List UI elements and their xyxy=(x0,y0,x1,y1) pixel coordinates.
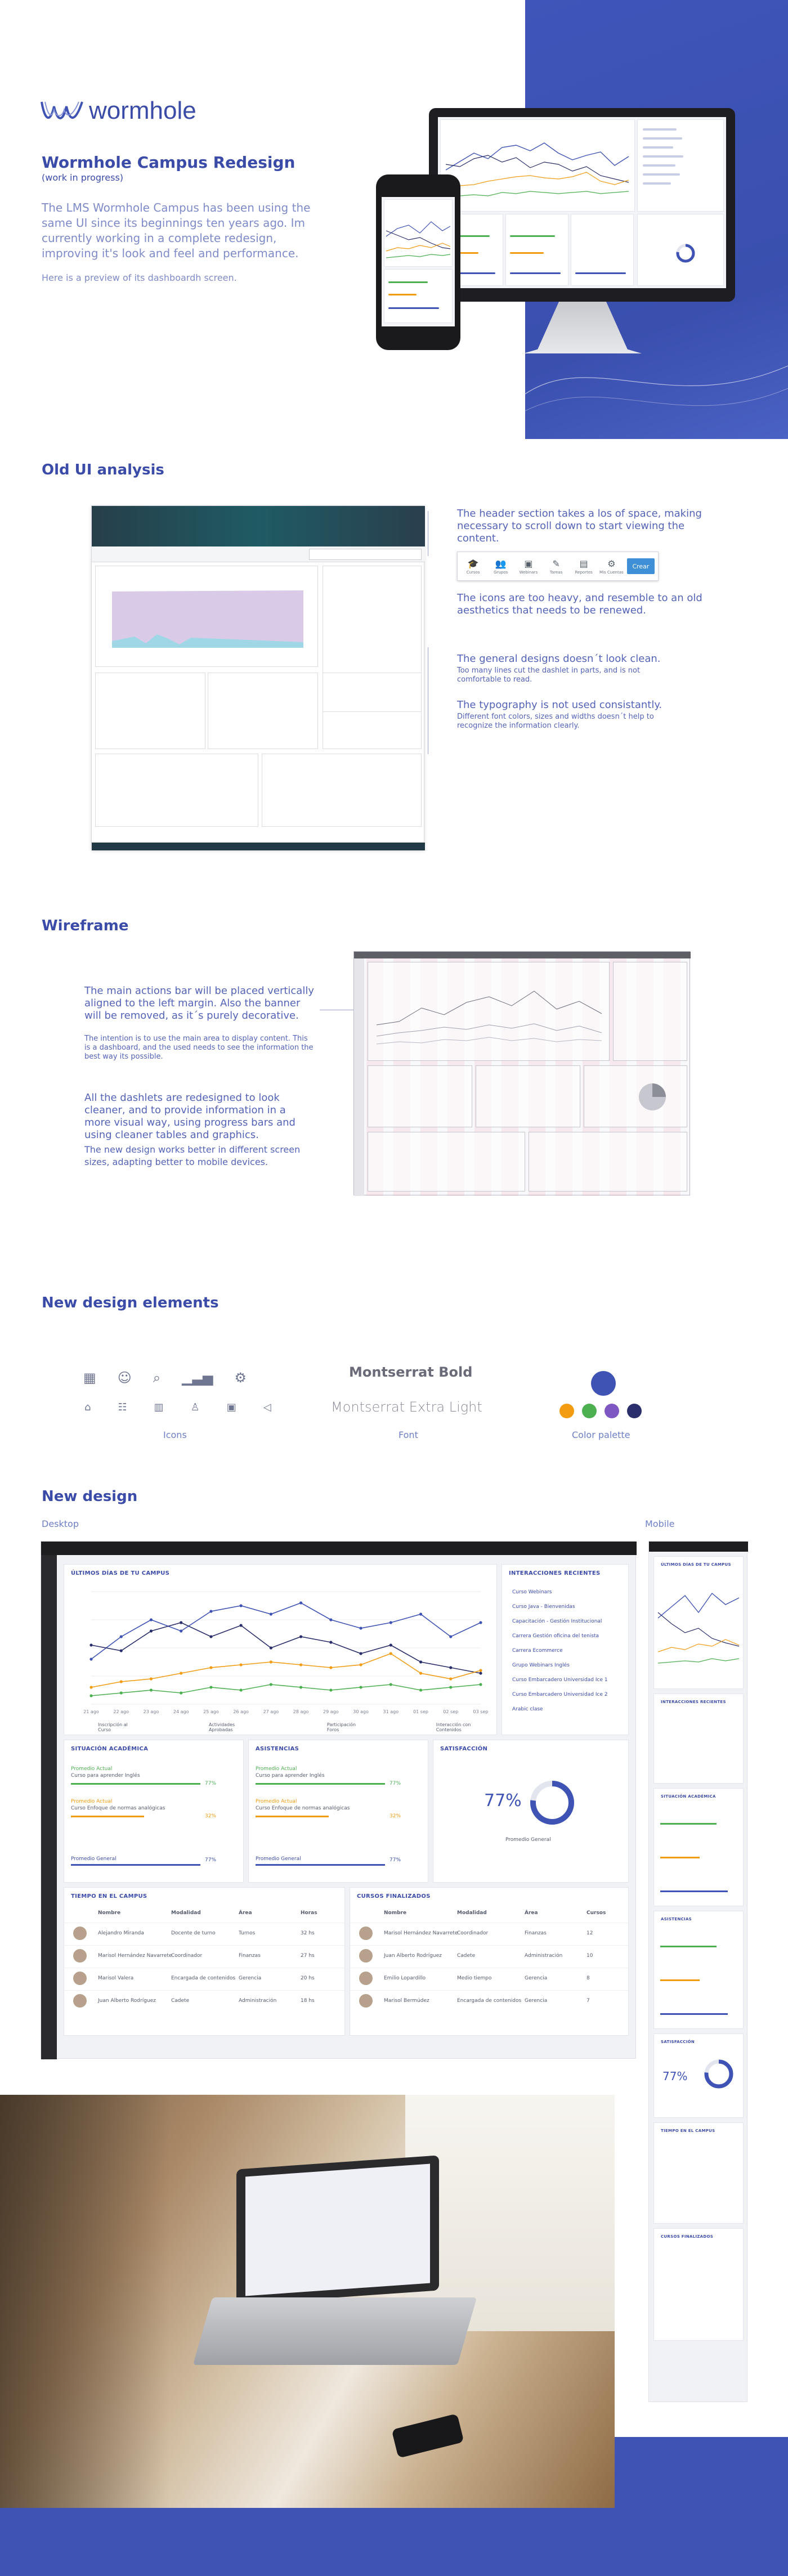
mobile-interactions-title: INTERACCIONES RECIENTES xyxy=(661,1700,726,1704)
x-tick-label: 25 ago xyxy=(203,1709,219,1714)
avatar xyxy=(73,1994,87,2008)
interaction-link[interactable]: Grupo Webinars Inglés xyxy=(512,1663,570,1668)
hero-title: Wormhole Campus Redesign xyxy=(42,153,296,172)
academic-row-course: Curso Enfoque de normas analógicas xyxy=(71,1806,165,1811)
old-ui-note-type-title: The typography is not used consistantly. xyxy=(457,699,662,711)
palette-swatch-primary xyxy=(591,1371,616,1396)
time-header: Modalidad xyxy=(171,1910,201,1916)
old-ui-note-design-title: The general designs doesn´t look clean. xyxy=(457,653,661,665)
avatar xyxy=(73,1949,87,1963)
palette-swatch-green xyxy=(582,1404,597,1418)
avatar xyxy=(359,1927,373,1940)
finished-header: Cursos xyxy=(586,1910,606,1916)
table-cell: Turnos xyxy=(239,1930,256,1936)
mobile-chart-title: ÚLTIMOS DÍAS DE TU CAMPUS xyxy=(661,1562,731,1567)
mobile-time-title: TIEMPO EN EL CAMPUS xyxy=(661,2129,715,2133)
palette-swatch-navy xyxy=(627,1404,642,1418)
academic-row-label: Promedio Actual xyxy=(71,1766,113,1772)
mobile-chart xyxy=(658,1573,739,1680)
series-point xyxy=(89,1694,92,1697)
finished-header: Área xyxy=(525,1910,538,1916)
table-cell: 10 xyxy=(586,1953,593,1959)
attendance-title: ASISTENCIAS xyxy=(256,1746,299,1752)
avatar xyxy=(359,1972,373,1985)
desktop-topbar xyxy=(41,1542,637,1555)
series-point xyxy=(419,1672,422,1674)
attendance-row-label: Promedio Actual xyxy=(256,1766,297,1772)
series-point xyxy=(270,1660,272,1663)
time-header: Área xyxy=(239,1910,252,1916)
old-icon-grupos: 👥 Grupos xyxy=(494,558,508,575)
interaction-link[interactable]: Curso Java - Bienvenidas xyxy=(512,1604,575,1610)
interaction-link[interactable]: Capacitación - Gestión Institucional xyxy=(512,1619,602,1624)
x-tick-label: 03 sep xyxy=(473,1709,489,1714)
mobile-donut xyxy=(702,2057,736,2091)
table-cell: Cadete xyxy=(457,1953,476,1959)
series-point xyxy=(359,1686,362,1688)
series-point xyxy=(180,1629,182,1632)
series-point xyxy=(150,1677,153,1680)
interaction-link[interactable]: Carrera Gestión oficina del tenista xyxy=(512,1633,599,1639)
new-icon-set-row1 xyxy=(83,1370,247,1386)
footer-blue-band xyxy=(0,2508,788,2576)
monitor-screen xyxy=(438,117,726,288)
academic-row-value: 77% xyxy=(205,1781,217,1786)
dashboard-line-chart xyxy=(75,1587,489,1717)
interaction-link[interactable]: Curso Embarcadero Universidad Ice 2 xyxy=(512,1692,608,1697)
series-point xyxy=(120,1691,123,1694)
chart-icon: ▁▃▅ xyxy=(182,1370,213,1386)
attendance-progress-bar xyxy=(256,1816,329,1817)
series-point xyxy=(329,1666,332,1669)
series-point xyxy=(299,1686,302,1688)
legend-item: Inscripción al Curso xyxy=(98,1722,128,1732)
attendance-row-course: Curso para aprender Inglés xyxy=(256,1773,325,1778)
table-row xyxy=(64,1923,344,1943)
palette-label: Color palette xyxy=(572,1430,630,1440)
old-ui-area-chart xyxy=(112,580,303,648)
table-cell: Juan Alberto Rodríguez xyxy=(384,1953,442,1959)
interactions-card xyxy=(502,1564,629,1735)
table-row xyxy=(64,1990,344,2010)
academic-general-value: 77% xyxy=(205,1857,217,1863)
academic-row-label: Promedio Actual xyxy=(71,1799,113,1804)
interaction-link[interactable]: Arabic clase xyxy=(512,1706,543,1712)
laptop-photo xyxy=(0,2095,615,2508)
monitor-donut-thumb xyxy=(674,242,697,265)
series-point xyxy=(120,1635,123,1638)
academic-progress-bar xyxy=(71,1816,144,1817)
desktop-sidebar xyxy=(41,1555,57,2059)
attendance-general-bar xyxy=(256,1864,385,1866)
wireframe-pie xyxy=(635,1080,669,1114)
time-header: Horas xyxy=(301,1910,317,1916)
old-icon-webinars: ▣ Webinars xyxy=(519,558,538,575)
series-point xyxy=(240,1604,243,1607)
series-point xyxy=(209,1666,212,1669)
table-cell: Gerencia xyxy=(525,1998,548,2004)
table-row xyxy=(350,1968,628,1988)
attendance-general-label: Promedio General xyxy=(256,1856,301,1862)
table-cell: Alejandro Miranda xyxy=(98,1930,144,1936)
old-ui-note-type-body: Different font colors, sizes and widths doesn´t help to recognize the information clearly. xyxy=(457,713,654,730)
table-cell: Docente de turno xyxy=(171,1930,216,1936)
series-point xyxy=(209,1686,212,1688)
table-cell: Finanzas xyxy=(525,1930,547,1936)
table-cell: Administración xyxy=(239,1998,277,2004)
icons-label: Icons xyxy=(163,1430,187,1440)
series-line-3 xyxy=(91,1685,481,1696)
hero-description: The LMS Wormhole Campus has been using the same UI since its beginnings ten years ago. Im currently working in a complete redesign, improving it's look and feel and performance. xyxy=(42,201,311,260)
series-point xyxy=(299,1635,302,1638)
old-ui-screenshot xyxy=(91,505,424,850)
old-ui-note-design-body: Too many lines cut the dashlet in parts, and is not comfortable to read. xyxy=(457,666,641,684)
table-cell: Emilio Lopardillo xyxy=(384,1975,426,1981)
x-tick-label: 24 ago xyxy=(173,1709,189,1714)
old-create-button: Crear xyxy=(627,558,655,574)
home-icon: ⌂ xyxy=(84,1401,91,1413)
table-cell: Juan Alberto Rodríguez xyxy=(98,1998,156,2004)
mobile-attendance-title: ASISTENCIAS xyxy=(661,1917,692,1921)
series-point xyxy=(359,1663,362,1666)
old-icon-reportes: ▤ Reportes xyxy=(575,558,593,575)
table-row xyxy=(64,1945,344,1965)
table-cell: 18 hs xyxy=(301,1998,315,2004)
mobile-satisfaction-title: SATISFACCIÓN xyxy=(661,2040,695,2044)
series-point xyxy=(389,1652,392,1655)
series-point xyxy=(89,1657,92,1660)
table-row xyxy=(64,1968,344,1988)
interaction-link[interactable]: Carrera Ecommerce xyxy=(512,1648,563,1654)
wireframe-title: Wireframe xyxy=(42,917,129,934)
avatar xyxy=(359,1994,373,2008)
legend-item: Interacción con Contenidos xyxy=(436,1722,471,1732)
series-point xyxy=(209,1635,212,1638)
table-cell: Marisol Hernández Navarrete xyxy=(98,1953,172,1959)
series-point xyxy=(479,1672,482,1674)
x-tick-label: 26 ago xyxy=(233,1709,249,1714)
attendance-row-value: 32% xyxy=(389,1813,401,1819)
old-icon-tareas: ✎ Tareas xyxy=(549,558,563,575)
avatar xyxy=(73,1972,87,1985)
old-ui-note-icons: The icons are too heavy, and resemble to an old aesthetics that needs to be renewed. xyxy=(457,592,702,616)
phone-chart-thumb xyxy=(386,208,450,262)
wireframe-chart xyxy=(377,974,602,1053)
avatar xyxy=(73,1927,87,1940)
palette-swatch-purple xyxy=(605,1404,619,1418)
table-cell: Gerencia xyxy=(239,1975,262,1981)
series-point xyxy=(240,1688,243,1691)
series-point xyxy=(209,1610,212,1612)
old-icon-cursos: 🎓 Cursos xyxy=(466,558,480,575)
users-icon: ☷ xyxy=(118,1401,127,1413)
academic-card xyxy=(64,1740,244,1883)
series-point xyxy=(449,1666,452,1669)
mobile-satisfaction-value: 77% xyxy=(662,2069,688,2083)
attendance-general-value: 77% xyxy=(389,1857,401,1863)
x-tick-label: 29 ago xyxy=(323,1709,339,1714)
satisfaction-title: SATISFACCIÓN xyxy=(440,1746,488,1752)
table-cell: Coordinador xyxy=(457,1930,489,1936)
table-cell: Encargada de contenidos xyxy=(171,1975,236,1981)
series-point xyxy=(359,1627,362,1629)
font-light-sample: Montserrat Extra Light xyxy=(331,1399,482,1415)
time-header: Nombre xyxy=(98,1910,121,1916)
finished-card xyxy=(350,1887,629,2036)
x-tick-label: 28 ago xyxy=(293,1709,309,1714)
phone-screen xyxy=(382,197,455,326)
table-cell: Marisol Bermúdez xyxy=(384,1998,429,2004)
series-point xyxy=(89,1686,92,1688)
mobile-label: Mobile xyxy=(645,1518,675,1529)
x-tick-label: 27 ago xyxy=(263,1709,279,1714)
hero-preview-note: Here is a preview of its dashboardh screen. xyxy=(42,272,237,283)
wireframe-note-dashlets: All the dashlets are redesigned to look cleaner, and to provide information in a more visual way, using progress bars and using cleaner tables and graphics. xyxy=(84,1092,296,1141)
series-point xyxy=(389,1643,392,1646)
series-point xyxy=(329,1618,332,1621)
series-point xyxy=(89,1643,92,1646)
series-point xyxy=(299,1601,302,1604)
building-icon: ▥ xyxy=(154,1401,164,1413)
table-cell: Coordinador xyxy=(171,1953,203,1959)
table-row xyxy=(350,1945,628,1965)
satisfaction-caption: Promedio General xyxy=(505,1837,551,1843)
elements-title: New design elements xyxy=(42,1294,219,1311)
x-tick-label: 23 ago xyxy=(143,1709,159,1714)
chart-legend xyxy=(98,1722,496,1732)
series-point xyxy=(150,1618,153,1621)
attendance-row-value: 77% xyxy=(389,1781,401,1786)
finished-title: CURSOS FINALIZADOS xyxy=(357,1893,431,1899)
table-cell: 32 hs xyxy=(301,1930,315,1936)
mobile-dashboard xyxy=(648,1541,747,2402)
monitor-chart-thumb xyxy=(446,131,632,204)
legend-item: Actividades Aprobadas xyxy=(209,1722,235,1732)
series-point xyxy=(180,1691,182,1694)
series-point xyxy=(479,1669,482,1672)
academic-general-bar xyxy=(71,1864,200,1866)
table-cell: 20 hs xyxy=(301,1975,315,1981)
academic-row-course: Curso para aprender Inglés xyxy=(71,1773,140,1778)
table-cell: Gerencia xyxy=(525,1975,548,1981)
group-icon: ☺ xyxy=(117,1370,132,1386)
wireframe-screenshot xyxy=(353,951,690,1195)
series-point xyxy=(449,1686,452,1688)
table-cell: Marisol Valera xyxy=(98,1975,134,1981)
academic-title: SITUACIÓN ACADÉMICA xyxy=(71,1746,149,1752)
series-line-0 xyxy=(91,1603,481,1659)
series-point xyxy=(419,1612,422,1615)
x-tick-label: 22 ago xyxy=(113,1709,129,1714)
wormhole-logo-icon xyxy=(39,97,84,124)
table-cell: Cadete xyxy=(171,1998,190,2004)
search-icon: ⌕ xyxy=(153,1370,161,1386)
old-ui-header-banner xyxy=(92,506,425,546)
table-cell: 12 xyxy=(586,1930,593,1936)
calendar-icon: ▦ xyxy=(83,1370,96,1386)
series-point xyxy=(299,1663,302,1666)
series-point xyxy=(449,1677,452,1680)
avatar xyxy=(359,1949,373,1963)
series-point xyxy=(389,1683,392,1686)
chart-card xyxy=(64,1564,497,1735)
mobile-academic-title: SITUACIÓN ACADÉMICA xyxy=(661,1794,716,1799)
font-bold-sample: Montserrat Bold xyxy=(349,1364,473,1380)
satisfaction-value: 77% xyxy=(484,1791,522,1811)
x-tick-label: 01 sep xyxy=(413,1709,428,1714)
series-point xyxy=(449,1635,452,1638)
series-point xyxy=(240,1624,243,1627)
table-cell: 8 xyxy=(586,1975,590,1981)
x-tick-label: 30 ago xyxy=(353,1709,369,1714)
table-cell: Finanzas xyxy=(239,1953,261,1959)
attendance-row-label: Promedio Actual xyxy=(256,1799,297,1804)
new-icon-set-row2 xyxy=(84,1401,271,1413)
desktop-dashboard xyxy=(41,1541,636,2059)
satisfaction-donut xyxy=(527,1777,577,1828)
table-cell: Medio tiempo xyxy=(457,1975,492,1981)
series-point xyxy=(479,1621,482,1624)
series-point xyxy=(120,1680,123,1683)
series-point xyxy=(479,1683,482,1686)
series-point xyxy=(150,1688,153,1691)
series-point xyxy=(150,1629,153,1632)
academic-row-value: 32% xyxy=(205,1813,217,1819)
table-cell: Marisol Hernández Navarrete xyxy=(384,1930,458,1936)
series-line-2 xyxy=(91,1654,481,1687)
palette-swatch-orange xyxy=(559,1404,574,1418)
series-point xyxy=(419,1660,422,1663)
desktop-label: Desktop xyxy=(42,1518,79,1529)
new-design-title: New design xyxy=(42,1488,138,1505)
gear-icon: ⚙ xyxy=(234,1370,247,1386)
satisfaction-card xyxy=(433,1740,629,1883)
finished-header: Nombre xyxy=(384,1910,407,1916)
x-tick-label: 31 ago xyxy=(383,1709,399,1714)
series-point xyxy=(389,1621,392,1624)
series-point xyxy=(419,1688,422,1691)
old-icon-cuentas: ⚙ Mis Cuentas xyxy=(599,558,624,575)
series-point xyxy=(270,1683,272,1686)
series-point xyxy=(359,1652,362,1655)
time-card xyxy=(64,1887,345,2036)
table-cell: Encargada de contenidos xyxy=(457,1998,522,2004)
series-point xyxy=(329,1641,332,1643)
x-tick-label: 02 sep xyxy=(443,1709,459,1714)
attendance-row-course: Curso Enfoque de normas analógicas xyxy=(256,1806,350,1811)
hero-subtitle: (work in progress) xyxy=(42,172,124,183)
megaphone-icon: ◁ xyxy=(263,1401,271,1413)
series-point xyxy=(180,1672,182,1674)
series-point xyxy=(329,1688,332,1691)
series-point xyxy=(270,1612,272,1615)
attendance-card xyxy=(248,1740,428,1883)
wireframe-note-actions-body: The intention is to use the main area to display content. This is a dashboard, and the used needs to see the information the best way its possible. xyxy=(84,1034,314,1061)
briefcase-icon: ▣ xyxy=(226,1401,236,1413)
brand-name: wormhole xyxy=(89,97,196,124)
series-point xyxy=(180,1621,182,1624)
footer-blue-right xyxy=(615,2437,788,2508)
series-point xyxy=(120,1649,123,1652)
user-icon: ♙ xyxy=(190,1401,200,1413)
interactions-title: INTERACCIONES RECIENTES xyxy=(509,1570,601,1576)
series-point xyxy=(270,1646,272,1649)
table-cell: 27 hs xyxy=(301,1953,315,1959)
legend-item: Participación Foros xyxy=(326,1722,356,1732)
old-ui-title: Old UI analysis xyxy=(42,462,164,478)
old-icon-bar xyxy=(457,552,659,581)
table-row xyxy=(350,1990,628,2010)
time-title: TIEMPO EN EL CAMPUS xyxy=(71,1893,147,1899)
attendance-progress-bar xyxy=(256,1783,385,1785)
brand-logo xyxy=(39,97,196,125)
chart-title: ÚLTIMOS DÍAS DE TU CAMPUS xyxy=(71,1570,170,1576)
font-label: Font xyxy=(399,1430,418,1440)
table-cell: Administración xyxy=(525,1953,563,1959)
interaction-link[interactable]: Curso Webinars xyxy=(512,1589,552,1595)
table-cell: 7 xyxy=(586,1998,590,2004)
wireframe-note-actions: The main actions bar will be placed vertically aligned to the left margin. Also the banner will be removed, as it´s purely decorative. xyxy=(84,985,314,1022)
old-ui-note-header: The header section takes a los of space, making necessary to scroll down to start viewing the content. xyxy=(457,508,702,544)
academic-general-label: Promedio General xyxy=(71,1856,117,1862)
wireframe-note-responsive: The new design works better in different screen sizes, adapting better to mobile devices. xyxy=(84,1144,301,1167)
x-tick-label: 21 ago xyxy=(83,1709,99,1714)
table-row xyxy=(350,1923,628,1943)
series-point xyxy=(240,1663,243,1666)
interaction-link[interactable]: Curso Embarcadero Universidad Ice 1 xyxy=(512,1677,608,1683)
finished-header: Modalidad xyxy=(457,1910,487,1916)
academic-progress-bar xyxy=(71,1783,200,1785)
mobile-finished-title: CURSOS FINALIZADOS xyxy=(661,2234,714,2239)
